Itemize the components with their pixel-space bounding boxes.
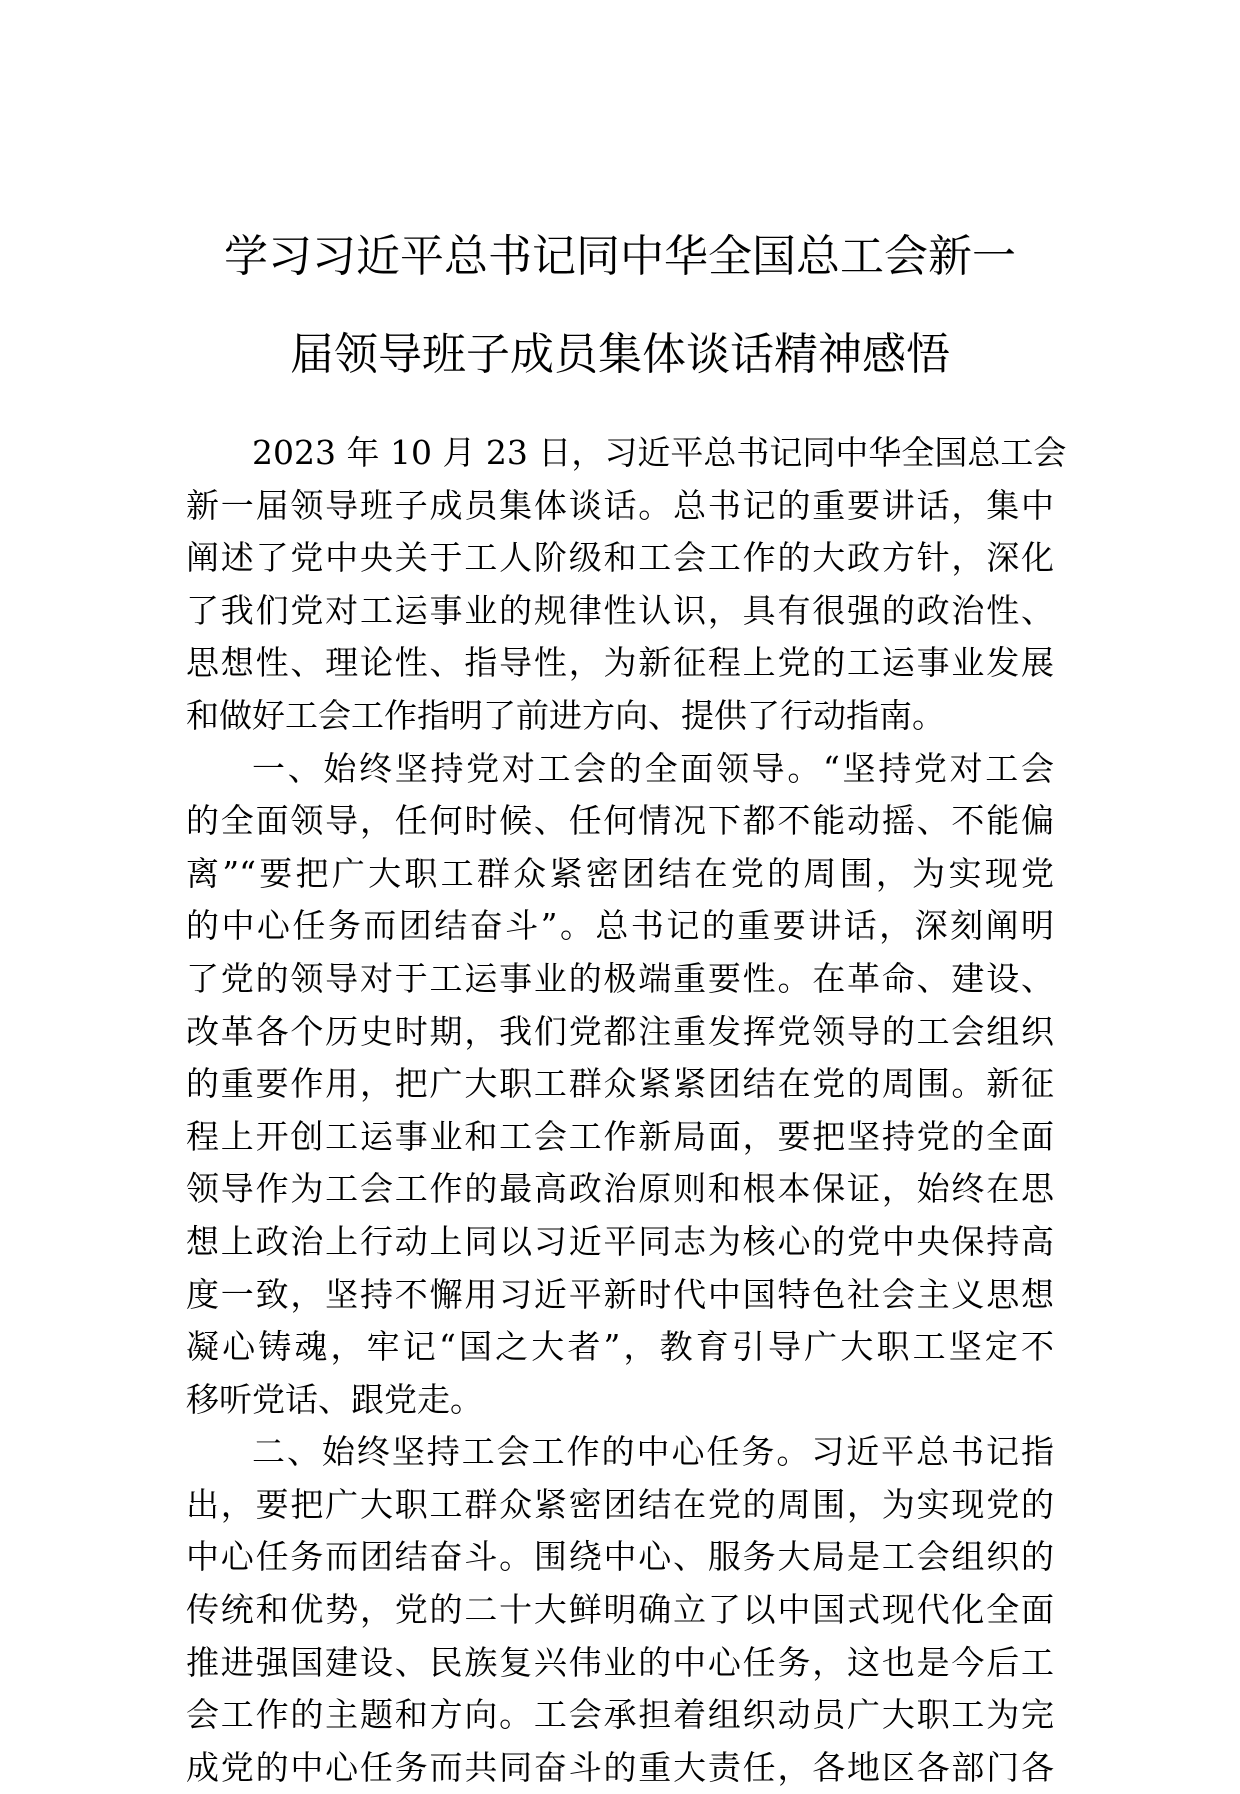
paragraph-line: 度一致，坚持不懈用习近平新时代中国特色社会主义思想 bbox=[186, 1274, 1054, 1314]
paragraph-line: 了党的领导对于工运事业的极端重要性。在革命、建设、 bbox=[186, 958, 1054, 998]
document-body bbox=[186, 427, 1067, 1794]
paragraph-line: 离”“要把广大职工群众紧密团结在党的周围，为实现党 bbox=[186, 853, 1054, 893]
paragraph-line: 凝心铸魂，牢记“国之大者”，教育引导广大职工坚定不 bbox=[186, 1327, 1054, 1367]
title-line: 届领导班子成员集体谈话精神感悟 bbox=[290, 329, 950, 380]
paragraph-line: 新一届领导班子成员集体谈话。总书记的重要讲话，集中 bbox=[186, 485, 1054, 525]
paragraph-line: 的重要作用，把广大职工群众紧紧团结在党的周围。新征 bbox=[186, 1064, 1054, 1104]
paragraph-line: 和做好工会工作指明了前进方向、提供了行动指南。 bbox=[186, 695, 945, 735]
paragraph-line: 会工作的主题和方向。工会承担着组织动员广大职工为完 bbox=[186, 1695, 1054, 1735]
paragraph-line: 二、始终坚持工会工作的中心任务。习近平总书记指 bbox=[252, 1432, 1054, 1472]
paragraph-line: 领导作为工会工作的最高政治原则和根本保证，始终在思 bbox=[186, 1169, 1054, 1209]
paragraph bbox=[186, 1426, 1054, 1794]
paragraph-line: 想上政治上行动上同以习近平同志为核心的党中央保持高 bbox=[186, 1221, 1054, 1261]
paragraph-line: 中心任务而团结奋斗。围绕中心、服务大局是工会组织的 bbox=[186, 1537, 1054, 1577]
paragraph bbox=[186, 427, 1067, 743]
paragraph-line: 思想性、理论性、指导性，为新征程上党的工运事业发展 bbox=[186, 643, 1054, 683]
paragraph-line: 出，要把广大职工群众紧密团结在党的周围，为实现党的 bbox=[186, 1484, 1054, 1524]
paragraph-line: 2023 年 10 月 23 日，习近平总书记同中华全国总工会 bbox=[252, 433, 1067, 472]
paragraph-line: 了我们党对工运事业的规律性认识，具有很强的政治性、 bbox=[186, 590, 1054, 630]
paragraph-line: 改革各个历史时期，我们党都注重发挥党领导的工会组织 bbox=[186, 1011, 1054, 1051]
paragraph-line: 移听党话、跟党走。 bbox=[186, 1379, 483, 1419]
paragraph-line: 成党的中心任务而共同奋斗的重大责任，各地区各部门各 bbox=[186, 1747, 1054, 1787]
document-title bbox=[150, 208, 1090, 404]
paragraph-line: 程上开创工运事业和工会工作新局面，要把坚持党的全面 bbox=[186, 1116, 1054, 1156]
paragraph-line: 一、始终坚持党对工会的全面领导。“坚持党对工会 bbox=[252, 748, 1054, 788]
paragraph-line: 的中心任务而团结奋斗”。总书记的重要讲话，深刻阐明 bbox=[186, 906, 1054, 946]
paragraph bbox=[186, 743, 1054, 1427]
title-line: 学习习近平总书记同中华全国总工会新一 bbox=[224, 231, 1016, 282]
paragraph-line: 推进强国建设、民族复兴伟业的中心任务，这也是今后工 bbox=[186, 1642, 1054, 1682]
paragraph-line: 阐述了党中央关于工人阶级和工会工作的大政方针，深化 bbox=[186, 538, 1054, 578]
paragraph-line: 的全面领导，任何时候、任何情况下都不能动摇、不能偏 bbox=[186, 801, 1054, 841]
paragraph-line: 传统和优势，党的二十大鲜明确立了以中国式现代化全面 bbox=[186, 1590, 1054, 1630]
